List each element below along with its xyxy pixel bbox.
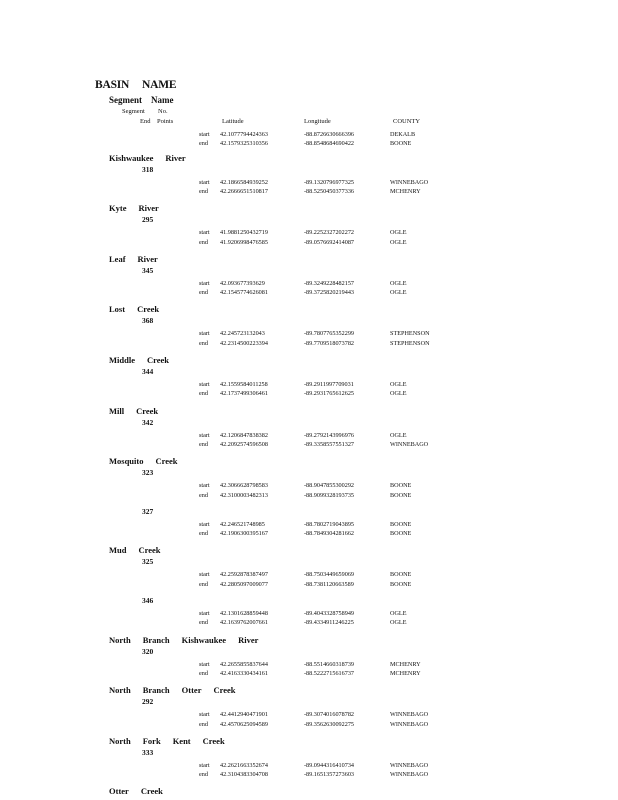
- county-cell: BOONE: [390, 482, 412, 490]
- stream-name-word: Creek: [155, 456, 178, 467]
- county-cell: OGLE: [390, 381, 407, 388]
- latitude-cell: 42.2592878387497: [220, 571, 268, 579]
- segment-number: 325: [142, 557, 154, 567]
- longitude-cell: -89.4043328758949: [304, 610, 355, 617]
- stream-name-word: River: [138, 203, 159, 214]
- latitude-cell: 42.1639762007661: [220, 619, 268, 627]
- stream-name-word: Kent: [172, 735, 191, 746]
- longitude-cell: -89.3725820219443: [304, 289, 355, 297]
- stream-name-word: Mill: [109, 405, 125, 416]
- stream-name-word: River: [165, 152, 186, 163]
- latitude-cell: 42.1737499306461: [220, 390, 268, 398]
- stream-name: [109, 203, 171, 213]
- longitude-cell: -88.7503449659069: [304, 571, 355, 579]
- latitude-cell: 42.246521748985: [220, 520, 265, 528]
- basin-label: BASIN: [95, 79, 130, 91]
- segment-label: Segment: [109, 95, 142, 105]
- stream-name-word: Creek: [136, 405, 159, 416]
- segment-number: 333: [142, 747, 154, 757]
- county-cell: MCHENRY: [390, 660, 421, 668]
- county-cell: BOONE: [390, 520, 412, 528]
- stream-name-word: Branch: [142, 685, 170, 696]
- stream-name-word: Otter: [109, 786, 129, 797]
- county-cell: OGLE: [390, 610, 407, 617]
- segment-number: 320: [142, 646, 154, 656]
- latitude-cell: 42.2655855837644: [220, 660, 268, 668]
- stream-name: [109, 355, 181, 365]
- latitude-header: Latitude: [222, 118, 244, 125]
- end-cell: end: [199, 771, 208, 779]
- county-cell: STEPHENSON: [390, 330, 430, 338]
- end-cell: end: [199, 238, 208, 246]
- end-cell: start: [199, 279, 210, 287]
- stream-name-word: Fork: [142, 735, 161, 746]
- county-cell: WINNEBAGO: [390, 771, 429, 779]
- stream-name-word: Leaf: [109, 253, 126, 264]
- segment-no-header: [122, 108, 168, 115]
- segment-number: 344: [142, 367, 154, 376]
- longitude-cell: -89.3249228482157: [304, 279, 355, 287]
- segment-number: 295: [142, 215, 154, 225]
- end-cell: end: [199, 491, 208, 499]
- stream-name-word: Kishwaukee: [181, 634, 227, 645]
- segment-header: [109, 95, 174, 105]
- county-cell: OGLE: [390, 390, 407, 398]
- latitude-cell: 42.1301628859448: [220, 610, 268, 617]
- longitude-cell: -89.2931765612625: [304, 390, 355, 398]
- longitude-cell: -89.2911997709031: [304, 381, 354, 388]
- stream-name-word: River: [137, 253, 158, 264]
- latitude-cell: 42.2666651510817: [220, 187, 268, 195]
- longitude-cell: -88.5514660318739: [304, 660, 355, 668]
- county-cell: BOONE: [390, 580, 412, 588]
- county-cell: WINNEBAGO: [390, 711, 429, 719]
- longitude-cell: -88.5222715616737: [304, 669, 355, 677]
- end-cell: end: [199, 440, 208, 448]
- end-label: End: [140, 118, 151, 125]
- no-label: No.: [158, 108, 168, 115]
- county-cell: WINNEBAGO: [390, 720, 429, 728]
- end-cell: start: [199, 761, 210, 769]
- county-cell: STEPHENSON: [390, 339, 430, 347]
- latitude-cell: 42.4163330434161: [220, 669, 268, 677]
- end-cell: start: [199, 330, 210, 338]
- longitude-cell: -88.9047855300292: [304, 482, 355, 490]
- end-cell: start: [199, 431, 210, 439]
- stream-name-word: North: [109, 735, 131, 746]
- end-cell: start: [199, 482, 210, 490]
- end-cell: start: [199, 610, 210, 617]
- end-cell: start: [199, 131, 210, 138]
- county-cell: BOONE: [390, 140, 412, 148]
- stream-name: [109, 456, 190, 466]
- longitude-cell: -89.2792143996976: [304, 431, 355, 439]
- segment-number: 318: [142, 164, 154, 174]
- stream-name: [109, 545, 173, 555]
- end-cell: end: [199, 187, 208, 195]
- latitude-cell: 42.2314500223394: [220, 339, 268, 347]
- end-cell: end: [199, 720, 208, 728]
- county-cell: OGLE: [390, 238, 407, 246]
- segment-word-label: Segment: [122, 108, 145, 115]
- points-label: Points: [157, 118, 174, 125]
- county-cell: OGLE: [390, 431, 407, 439]
- longitude-cell: -89.2252327202272: [304, 229, 355, 237]
- stream-name-word: Kyte: [109, 203, 127, 214]
- longitude-cell: -89.1651357273603: [304, 771, 355, 779]
- longitude-cell: -88.9099328193735: [304, 491, 355, 499]
- segment-number: 342: [142, 417, 154, 427]
- end-cell: end: [199, 619, 208, 627]
- end-cell: start: [199, 178, 210, 186]
- latitude-cell: 42.1077794424363: [220, 131, 268, 138]
- longitude-cell: -89.3358557551327: [304, 440, 355, 448]
- stream-name: [109, 304, 171, 314]
- end-cell: start: [199, 711, 210, 719]
- stream-name: [109, 406, 170, 416]
- end-cell: end: [199, 140, 208, 148]
- longitude-cell: -88.7381120663589: [304, 580, 354, 588]
- latitude-cell: 42.1206847838382: [220, 431, 268, 439]
- end-points-header: [140, 118, 173, 125]
- stream-name-word: River: [238, 634, 259, 645]
- county-cell: BOONE: [390, 571, 412, 579]
- stream-name: [109, 153, 198, 163]
- basin-header: [95, 79, 176, 91]
- longitude-cell: -88.8726630666396: [304, 131, 355, 138]
- latitude-cell: 42.3066628798583: [220, 482, 268, 490]
- end-cell: start: [199, 571, 210, 579]
- segment-number: 346: [142, 596, 154, 605]
- stream-name: [109, 736, 237, 746]
- latitude-cell: 42.3104383304708: [220, 771, 268, 779]
- stream-name-word: Creek: [140, 786, 163, 797]
- longitude-cell: -88.7849304281662: [304, 530, 355, 538]
- basin-name-label: NAME: [142, 79, 177, 91]
- latitude-cell: 42.2805097009077: [220, 580, 268, 588]
- stream-name-word: North: [109, 634, 131, 645]
- stream-name: [109, 786, 175, 796]
- county-cell: WINNEBAGO: [390, 440, 429, 448]
- stream-name-word: Otter: [181, 685, 202, 696]
- longitude-cell: -89.0944316410734: [304, 761, 355, 769]
- latitude-cell: 42.4412940471901: [220, 711, 268, 719]
- stream-name: [109, 254, 170, 264]
- stream-name-word: Creek: [213, 685, 236, 696]
- segment-number: 327: [142, 506, 154, 516]
- latitude-cell: 41.9206998476585: [220, 238, 268, 246]
- end-cell: end: [199, 669, 208, 677]
- end-cell: end: [199, 580, 208, 588]
- stream-name-word: Lost: [109, 304, 126, 315]
- longitude-cell: -89.7807765352299: [304, 330, 355, 338]
- latitude-cell: 42.245723132043: [220, 330, 265, 338]
- end-cell: end: [199, 390, 208, 398]
- county-cell: DEKALB: [390, 131, 416, 138]
- latitude-cell: 42.1579325310356: [220, 140, 268, 148]
- longitude-cell: -89.1320796977325: [304, 178, 355, 186]
- end-cell: end: [199, 289, 208, 297]
- end-cell: start: [199, 381, 210, 388]
- latitude-cell: 42.2621663352674: [220, 761, 268, 769]
- latitude-cell: 41.9881250432719: [220, 229, 268, 237]
- county-cell: OGLE: [390, 229, 407, 237]
- county-cell: MCHENRY: [390, 187, 421, 195]
- end-cell: end: [199, 339, 208, 347]
- end-cell: end: [199, 530, 208, 538]
- segment-number: 345: [142, 265, 154, 275]
- latitude-cell: 42.4570625094589: [220, 720, 268, 728]
- stream-name-word: Branch: [142, 634, 170, 645]
- longitude-cell: -89.3562630092275: [304, 720, 355, 728]
- end-cell: start: [199, 520, 210, 528]
- stream-name-word: Creek: [138, 545, 161, 556]
- stream-name: [109, 685, 248, 695]
- longitude-cell: -88.7802719043895: [304, 520, 355, 528]
- longitude-cell: -89.3074016078782: [304, 711, 355, 719]
- end-cell: start: [199, 660, 210, 668]
- stream-name-word: Creek: [137, 304, 160, 315]
- longitude-header: Longitude: [304, 118, 331, 125]
- stream-name-word: Mosquito: [109, 456, 144, 467]
- county-cell: BOONE: [390, 491, 412, 499]
- stream-name-word: Mud: [109, 545, 127, 556]
- county-cell: WINNEBAGO: [390, 761, 429, 769]
- longitude-cell: -89.0576692414087: [304, 238, 355, 246]
- county-cell: OGLE: [390, 289, 407, 297]
- longitude-cell: -88.8548684690422: [304, 140, 355, 148]
- longitude-cell: -89.7709518073782: [304, 339, 355, 347]
- longitude-cell: -88.5250450377336: [304, 187, 355, 195]
- latitude-cell: 42.3100003482313: [220, 491, 268, 499]
- county-cell: OGLE: [390, 619, 407, 627]
- stream-name: [109, 635, 270, 645]
- latitude-cell: 42.093677393629: [220, 279, 265, 287]
- segment-number: 368: [142, 316, 154, 326]
- stream-name-word: Creek: [202, 735, 225, 746]
- stream-name-word: Creek: [146, 355, 170, 365]
- stream-name-word: Middle: [109, 355, 135, 365]
- latitude-cell: 42.1559584011258: [220, 381, 268, 388]
- end-cell: start: [199, 229, 210, 237]
- latitude-cell: 42.1906300395167: [220, 530, 268, 538]
- latitude-cell: 42.1545774626081: [220, 289, 268, 297]
- county-cell: WINNEBAGO: [390, 178, 429, 186]
- segment-name-label: Name: [151, 95, 174, 105]
- county-header: COUNTY: [393, 118, 421, 125]
- county-cell: BOONE: [390, 530, 412, 538]
- longitude-cell: -89.4334911246225: [304, 619, 354, 627]
- county-cell: MCHENRY: [390, 669, 421, 677]
- segment-number: 292: [142, 697, 154, 707]
- county-cell: OGLE: [390, 279, 407, 287]
- latitude-cell: 42.1866584939252: [220, 178, 268, 186]
- latitude-cell: 42.2092574596508: [220, 440, 268, 448]
- stream-name-word: Kishwaukee: [109, 152, 154, 163]
- stream-name-word: North: [109, 685, 131, 696]
- segment-number: 323: [142, 468, 154, 478]
